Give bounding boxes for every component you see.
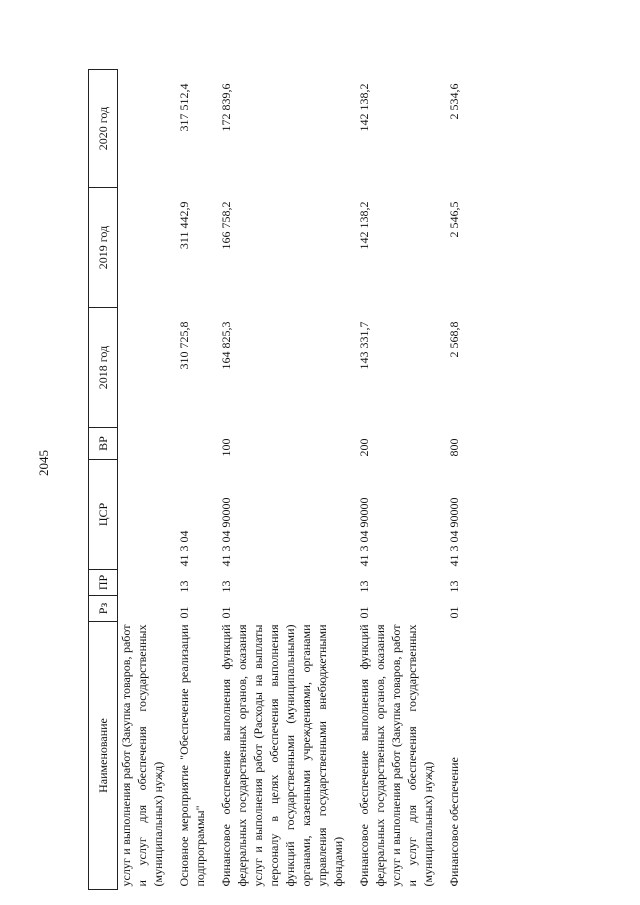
table-row	[118, 70, 167, 890]
row-2020: 317 512,4	[177, 83, 191, 132]
row-rz: 01	[357, 606, 371, 619]
row-2019: 142 138,2	[357, 201, 371, 250]
row-vr: 200	[357, 438, 371, 457]
row-rz	[118, 596, 167, 622]
budget-table	[88, 69, 462, 890]
table-row	[346, 70, 436, 890]
row-csr: 41 3 04 90000	[447, 497, 461, 567]
table-row	[208, 70, 346, 890]
table-row	[166, 70, 208, 890]
row-vr	[166, 428, 208, 460]
row-name: Финансовое обеспечение	[447, 757, 461, 887]
row-name: Основное мероприятие "Обеспечение реализации подпрограммы"	[177, 624, 207, 887]
row-pr: 13	[219, 580, 233, 593]
row-name: услуг и выполнения работ (Закупка товаров, работ и услуг для обеспечения государственных (муниципальных) нужд)	[119, 624, 165, 887]
row-pr: 13	[447, 580, 461, 593]
row-pr: 13	[177, 580, 191, 593]
row-csr: 41 3 04 90000	[219, 497, 233, 567]
row-rz: 01	[219, 606, 233, 619]
header-csr: ЦСР	[89, 460, 118, 570]
table-row	[436, 70, 462, 890]
row-2019: 2 546,5	[447, 201, 461, 238]
budget-table-rotated	[88, 70, 593, 890]
header-pr: ПР	[89, 570, 118, 596]
row-2018: 2 568,8	[447, 321, 461, 358]
header-rz: Рз	[89, 596, 118, 622]
row-pr: 13	[357, 580, 371, 593]
row-name: Финансовое обеспечение выполнения функций федеральных государственных органов, оказания услуг и выполнения работ (Расходы на выплаты персоналу в целях обеспечения выполнения функций государственными (муниципальными) органами, казенными учреждениями, органами управления государственными внебюджетными фондами)	[219, 624, 345, 887]
row-csr: 41 3 04 90000	[357, 497, 371, 567]
row-name: Финансовое обеспечение выполнения функций федеральных государственных органов, оказания услуг и выполнения работ (Закупка товаров, работ и услуг для обеспечения государственных (муниципальных) нужд)	[357, 624, 435, 887]
row-2020: 142 138,2	[357, 83, 371, 132]
row-vr	[118, 428, 167, 460]
row-2019: 311 442,9	[177, 201, 191, 250]
row-vr: 100	[219, 438, 233, 457]
row-2020	[118, 70, 167, 188]
row-rz: 01	[447, 606, 461, 619]
header-2019: 2019 год	[89, 188, 118, 308]
row-2020: 172 839,6	[219, 83, 233, 132]
row-2018: 143 331,7	[357, 321, 371, 370]
header-vr: ВР	[89, 428, 118, 460]
row-csr: 41 3 04	[177, 530, 191, 567]
row-2018	[118, 308, 167, 428]
row-pr	[118, 570, 167, 596]
header-2020: 2020 год	[89, 70, 118, 188]
header-name: Наименование	[89, 622, 118, 890]
header-2018: 2018 год	[89, 308, 118, 428]
row-2018: 164 825,3	[219, 321, 233, 370]
row-vr: 800	[447, 438, 461, 457]
row-csr	[118, 460, 167, 570]
table-header	[89, 70, 118, 890]
row-2018: 310 725,8	[177, 321, 191, 370]
row-2020: 2 534,6	[447, 83, 461, 120]
row-2019	[118, 188, 167, 308]
row-rz: 01	[177, 606, 191, 619]
page-number: 2045	[36, 450, 51, 476]
row-2019: 166 758,2	[219, 201, 233, 250]
